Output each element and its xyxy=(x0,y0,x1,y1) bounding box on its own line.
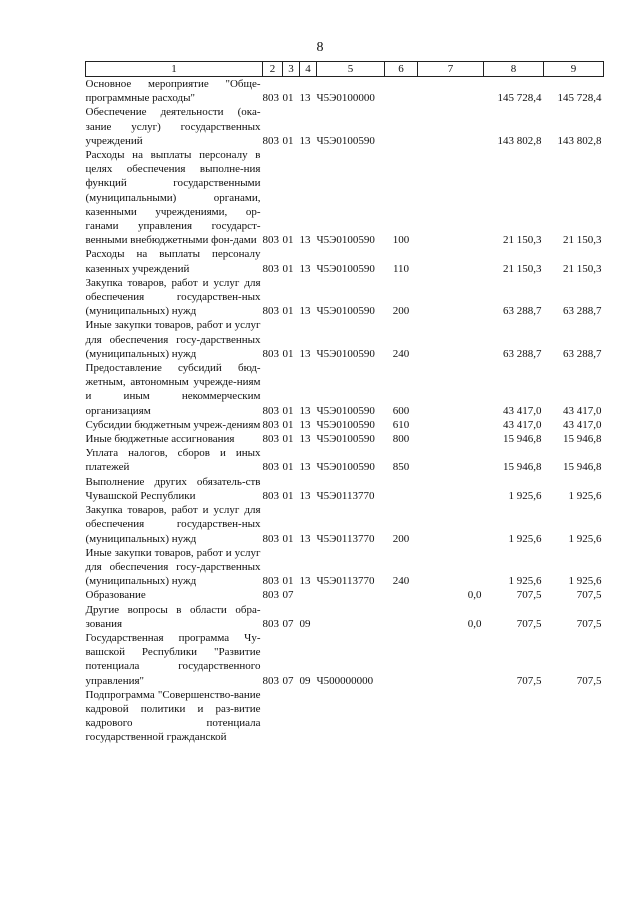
cell-admin-code: 803 xyxy=(262,92,279,105)
cell-amount-8: 707,5 xyxy=(516,617,542,630)
cell-amount-9: 1 925,6 xyxy=(568,489,602,502)
header-cell-8: 8 xyxy=(484,62,544,77)
cell-section: 01 xyxy=(282,234,294,247)
cell-subsection: 13 xyxy=(299,461,311,474)
cell-admin-code xyxy=(263,688,283,745)
cell-amount-8: 21 150,3 xyxy=(503,262,542,275)
cell-subsection: 09 xyxy=(299,617,311,630)
row-description: Закупка товаров, работ и услуг для обеспечения государствен-ных (муниципальных) нужд xyxy=(85,276,261,318)
cell-section: 01 xyxy=(282,418,294,431)
header-cell-9: 9 xyxy=(544,62,604,77)
cell-subsection: 13 xyxy=(299,347,311,360)
table-row xyxy=(86,247,604,275)
row-description: Субсидии бюджетным учреж-дениям xyxy=(85,418,261,431)
cell-subsection xyxy=(300,688,317,745)
cell-subsection: 13 xyxy=(299,234,311,247)
cell-target-article: Ч5Э0100590 xyxy=(316,134,375,147)
cell-expense-type xyxy=(385,631,418,688)
cell-admin-code: 803 xyxy=(262,674,279,687)
cell-admin-code: 803 xyxy=(262,305,279,318)
header-cell-3: 3 xyxy=(283,62,300,77)
cell-amount-8: 707,5 xyxy=(516,674,542,687)
table-row xyxy=(86,546,604,589)
cell-amount-8: 15 946,8 xyxy=(503,461,542,474)
cell-amount-8: 1 925,6 xyxy=(508,575,542,588)
cell-subsection: 13 xyxy=(299,404,311,417)
cell-expense-type: 100 xyxy=(392,234,410,247)
row-description: Расходы на выплаты персоналу в целях обеспечения выполне-ния функций государственными (муниципальными) органами, казенными учреждениями, ор-ганами управления государст-венными внебюджетными фон-дами xyxy=(85,149,261,247)
cell-target-article: Ч5Э0113770 xyxy=(316,532,375,545)
row-description: Иные бюджетные ассигнования xyxy=(85,433,235,446)
cell-subsection: 13 xyxy=(299,433,311,446)
cell-amount-9: 707,5 xyxy=(576,589,602,602)
table-row xyxy=(86,361,604,418)
row-description: Закупка товаров, работ и услуг для обеспечения государствен-ных (муниципальных) нужд xyxy=(85,504,261,545)
cell-admin-code: 803 xyxy=(262,262,279,275)
cell-expense-type: 200 xyxy=(392,532,410,545)
cell-expense-type: 600 xyxy=(392,404,410,417)
table-row xyxy=(86,105,604,148)
cell-admin-code: 803 xyxy=(262,433,279,446)
cell-col-7 xyxy=(418,546,484,589)
table-row xyxy=(86,603,604,631)
cell-expense-type xyxy=(385,688,418,745)
cell-section: 07 xyxy=(282,589,294,602)
row-description: Подпрограмма "Совершенство-вание кадровой политики и раз-витие кадрового потенциала государственной гражданской xyxy=(85,688,261,744)
cell-subsection: 13 xyxy=(299,305,311,318)
cell-target-article: Ч5Э0113770 xyxy=(316,489,375,502)
cell-target-article: Ч5Э0100590 xyxy=(316,262,375,275)
cell-target-article: Ч5Э0100590 xyxy=(316,347,375,360)
cell-section: 01 xyxy=(282,134,294,147)
cell-col-7 xyxy=(418,475,484,503)
cell-section xyxy=(283,688,300,745)
cell-subsection: 13 xyxy=(299,92,311,105)
cell-section: 01 xyxy=(282,532,294,545)
cell-admin-code: 803 xyxy=(262,404,279,417)
cell-amount-9: 145 728,4 xyxy=(557,92,602,105)
cell-amount-9: 1 925,6 xyxy=(568,575,602,588)
cell-amount-9: 21 150,3 xyxy=(563,234,602,247)
cell-target-article: Ч5Э0100590 xyxy=(316,461,375,474)
cell-section: 07 xyxy=(282,674,294,687)
table-row xyxy=(86,588,604,602)
cell-admin-code: 803 xyxy=(262,418,279,431)
table-row xyxy=(86,503,604,546)
cell-amount-8 xyxy=(484,688,544,745)
cell-target-article xyxy=(317,588,385,602)
cell-section: 01 xyxy=(282,461,294,474)
cell-target-article: Ч500000000 xyxy=(316,674,374,687)
cell-col-7 xyxy=(418,247,484,275)
cell-amount-8: 143 802,8 xyxy=(497,134,542,147)
cell-expense-type xyxy=(385,603,418,631)
cell-subsection: 13 xyxy=(299,262,311,275)
cell-target-article: Ч5Э0100590 xyxy=(316,404,375,417)
cell-col-7 xyxy=(418,77,484,106)
cell-amount-9 xyxy=(544,688,604,745)
cell-amount-9: 1 925,6 xyxy=(568,532,602,545)
cell-col-7 xyxy=(418,105,484,148)
cell-section: 01 xyxy=(282,305,294,318)
cell-expense-type: 610 xyxy=(392,418,410,431)
table-row xyxy=(86,446,604,474)
cell-amount-9: 21 150,3 xyxy=(563,262,602,275)
row-description: Предоставление субсидий бюд-жетным, автономным учрежде-ниям и иным некоммерческим организациям xyxy=(85,362,261,417)
cell-amount-8: 1 925,6 xyxy=(508,489,542,502)
table-row xyxy=(86,432,604,446)
cell-subsection: 13 xyxy=(299,532,311,545)
row-description: Иные закупки товаров, работ и услуг для обеспечения госу-дарственных (муниципальных) нужд xyxy=(85,319,261,360)
row-description: Обеспечение деятельности (ока-зание услуг) государственных учреждений xyxy=(85,106,261,147)
cell-amount-8: 15 946,8 xyxy=(503,433,542,446)
cell-target-article: Ч5Э0100590 xyxy=(316,433,375,446)
cell-expense-type: 240 xyxy=(392,347,410,360)
cell-target-article: Ч5Э0100590 xyxy=(316,418,375,431)
cell-admin-code: 803 xyxy=(262,461,279,474)
table-row xyxy=(86,688,604,745)
table-row xyxy=(86,318,604,361)
cell-subsection: 13 xyxy=(299,418,311,431)
cell-amount-8: 63 288,7 xyxy=(503,347,542,360)
cell-admin-code: 803 xyxy=(262,347,279,360)
header-cell-1: 1 xyxy=(86,62,263,77)
cell-amount-9: 143 802,8 xyxy=(557,134,602,147)
cell-target-article: Ч5Э0113770 xyxy=(316,575,375,588)
cell-amount-9: 43 417,0 xyxy=(563,418,602,431)
cell-target-article: Ч5Э0100590 xyxy=(316,305,375,318)
row-description: Иные закупки товаров, работ и услуг для обеспечения госу-дарственных (муниципальных) нужд xyxy=(85,546,261,588)
row-description: Расходы на выплаты персоналу казенных учреждений xyxy=(85,248,261,275)
cell-subsection: 13 xyxy=(299,575,311,588)
cell-section: 01 xyxy=(282,433,294,446)
table-row xyxy=(86,276,604,319)
table-header-row xyxy=(86,62,604,77)
cell-section: 07 xyxy=(282,617,294,630)
cell-col-7 xyxy=(418,148,484,247)
cell-col-7 xyxy=(418,688,484,745)
cell-admin-code: 803 xyxy=(262,234,279,247)
cell-col-7 xyxy=(418,446,484,474)
cell-expense-type xyxy=(385,475,418,503)
row-description: Основное мероприятие "Обще-программные расходы" xyxy=(85,78,261,105)
cell-expense-type: 200 xyxy=(392,305,410,318)
cell-col-7 xyxy=(418,361,484,418)
cell-amount-9: 43 417,0 xyxy=(563,404,602,417)
cell-expense-type xyxy=(385,105,418,148)
cell-admin-code: 803 xyxy=(262,134,279,147)
cell-col-7 xyxy=(418,418,484,432)
table-row xyxy=(86,77,604,106)
cell-amount-9: 707,5 xyxy=(576,674,602,687)
cell-expense-type: 110 xyxy=(392,262,410,275)
cell-admin-code: 803 xyxy=(262,575,279,588)
cell-col-7: 0,0 xyxy=(467,589,482,602)
cell-section: 01 xyxy=(282,92,294,105)
cell-amount-9: 707,5 xyxy=(576,617,602,630)
cell-amount-8: 1 925,6 xyxy=(508,532,542,545)
cell-section: 01 xyxy=(282,575,294,588)
row-description: Образование xyxy=(85,589,146,602)
header-cell-4: 4 xyxy=(300,62,317,77)
row-description: Другие вопросы в области обра-зования xyxy=(85,603,261,630)
cell-amount-8: 21 150,3 xyxy=(503,234,542,247)
cell-col-7: 0,0 xyxy=(467,617,482,630)
cell-expense-type xyxy=(385,588,418,602)
cell-subsection: 13 xyxy=(299,134,311,147)
cell-section: 01 xyxy=(282,347,294,360)
cell-section: 01 xyxy=(282,404,294,417)
cell-target-article: Ч5Э0100590 xyxy=(316,234,375,247)
cell-section: 01 xyxy=(282,262,294,275)
cell-subsection: 09 xyxy=(299,674,311,687)
cell-expense-type: 240 xyxy=(392,575,410,588)
cell-col-7 xyxy=(418,503,484,546)
cell-col-7 xyxy=(418,631,484,688)
cell-target-article: Ч5Э0100000 xyxy=(316,92,375,105)
header-cell-5: 5 xyxy=(317,62,385,77)
cell-amount-8: 145 728,4 xyxy=(497,92,542,105)
row-description: Уплата налогов, сборов и иных платежей xyxy=(85,447,261,474)
cell-expense-type: 850 xyxy=(392,461,410,474)
header-cell-6: 6 xyxy=(385,62,418,77)
cell-amount-8: 707,5 xyxy=(516,589,542,602)
header-cell-7: 7 xyxy=(418,62,484,77)
table-body xyxy=(86,77,604,745)
cell-amount-8: 43 417,0 xyxy=(503,404,542,417)
cell-amount-9: 63 288,7 xyxy=(563,305,602,318)
cell-amount-8: 43 417,0 xyxy=(503,418,542,431)
table-row xyxy=(86,475,604,503)
table-row xyxy=(86,418,604,432)
header-cell-2: 2 xyxy=(263,62,283,77)
row-description: Государственная программа Чу-вашской Республики "Развитие потенциала государственного управления" xyxy=(85,631,261,687)
cell-target-article xyxy=(317,603,385,631)
cell-section: 01 xyxy=(282,489,294,502)
budget-table xyxy=(85,61,604,745)
cell-col-7 xyxy=(418,432,484,446)
table-row xyxy=(86,148,604,247)
cell-amount-8: 63 288,7 xyxy=(503,305,542,318)
cell-admin-code: 803 xyxy=(262,617,279,630)
cell-amount-9: 15 946,8 xyxy=(563,461,602,474)
cell-subsection xyxy=(300,588,317,602)
cell-subsection: 13 xyxy=(299,489,311,502)
page-number: 8 xyxy=(316,40,324,55)
cell-target-article xyxy=(317,688,385,745)
cell-amount-9: 15 946,8 xyxy=(563,433,602,446)
cell-admin-code: 803 xyxy=(262,489,279,502)
cell-expense-type: 800 xyxy=(392,433,410,446)
cell-admin-code: 803 xyxy=(262,589,279,602)
cell-expense-type xyxy=(385,77,418,106)
cell-col-7 xyxy=(418,276,484,319)
cell-col-7 xyxy=(418,318,484,361)
row-description: Выполнение других обязатель-ств Чувашской Республики xyxy=(85,475,261,502)
cell-admin-code: 803 xyxy=(262,532,279,545)
table-row xyxy=(86,631,604,688)
cell-amount-9: 63 288,7 xyxy=(563,347,602,360)
